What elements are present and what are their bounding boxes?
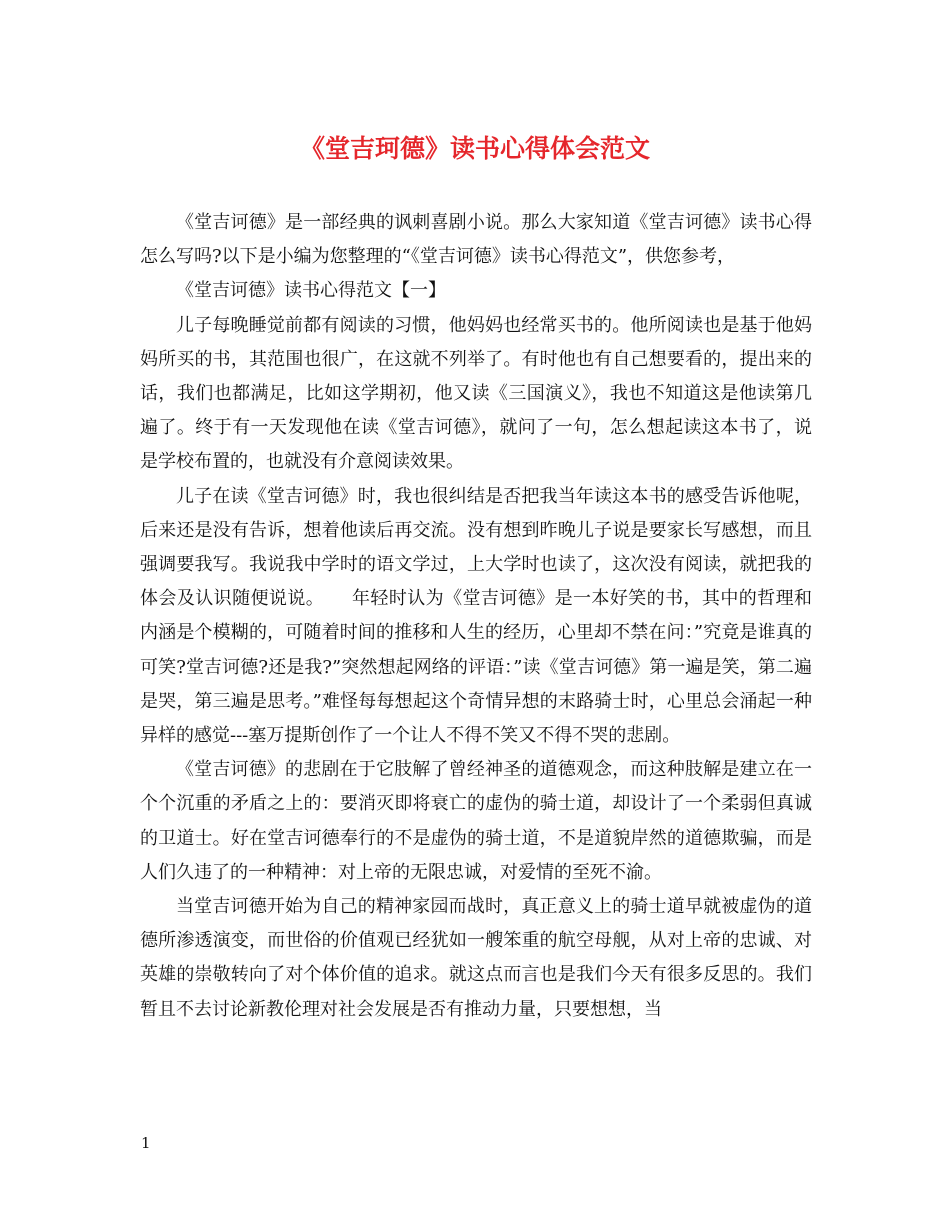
document-body — [140, 206, 812, 1027]
document-title: 《堂吉珂德》读书心得体会范文 — [299, 134, 650, 163]
paragraph-reflection: 儿子在读《堂吉诃德》时，我也很纠结是否把我当年读这本书的感受告诉他呢，后来还是没有告诉，想着他读后再交流。没有想到昨晚儿子说是要家长写感想，而且强调要我写。我说我中学时的语文学过，上大学时也读了，这次没有阅读，就把我的体会及认识随便说说。 年轻时认为《堂吉诃德》是一本好笑的书，其中的哲理和内涵是个模糊的，可随着时间的推移和人生的经历，心里却不禁在问：”究竟是谁真的可笑?堂吉诃德?还是我?”突然想起网络的评语：”读《堂吉诃德》第一遍是笑，第二遍是哭，第三遍是思考。”难怪每每想起这个奇情异想的末路骑士时，心里总会涌起一种异样的感觉---塞万提斯创作了一个让人不得不笑又不得不哭的悲剧。 — [140, 485, 812, 747]
paragraph-intro: 《堂吉诃德》是一部经典的讽刺喜剧小说。那么大家知道《堂吉诃德》读书心得怎么写吗?以下是小编为您整理的“《堂吉诃德》读书心得范文”，供您参考， — [140, 212, 812, 268]
paragraph-tragedy: 《堂吉诃德》的悲剧在于它肢解了曾经神圣的道德观念，而这种肢解是建立在一个个沉重的矛盾之上的：要消灭即将衰亡的虚伪的骑士道，却设计了一个柔弱但真诚的卫道士。好在堂吉诃德奉行的不是虚伪的骑士道，不是道貌岸然的道德欺骗，而是人们久违了的一种精神：对上帝的无限忠诚，对爱情的至死不渝。 — [140, 759, 812, 883]
paragraph-section-heading: 《堂吉诃德》读书心得范文【一】 — [176, 280, 446, 302]
paragraph-son-reading: 儿子每晚睡觉前都有阅读的习惯，他妈妈也经常买书的。他所阅读也是基于他妈妈所买的书，其范围也很广，在这就不列举了。有时他也有自己想要看的，提出来的话，我们也都满足，比如这学期初，他又读《三国演义》，我也不知道这是他读第几遍了。终于有一天发现他在读《堂吉诃德》，就问了一句，怎么想起读这本书了，说是学校布置的，也就没有介意阅读效果。 — [140, 314, 812, 473]
paragraph-chivalry: 当堂吉诃德开始为自己的精神家园而战时，真正意义上的骑士道早就被虚伪的道德所渗透演变，而世俗的价值观已经犹如一艘笨重的航空母舰，从对上帝的忠诚、对英雄的崇敬转向了对个体价值的追求。就这点而言也是我们今天有很多反思的。我们暂且不去讨论新教伦理对社会发展是否有推动力量，只要想想，当 — [140, 896, 812, 1020]
page-number: 1 — [141, 1134, 151, 1152]
